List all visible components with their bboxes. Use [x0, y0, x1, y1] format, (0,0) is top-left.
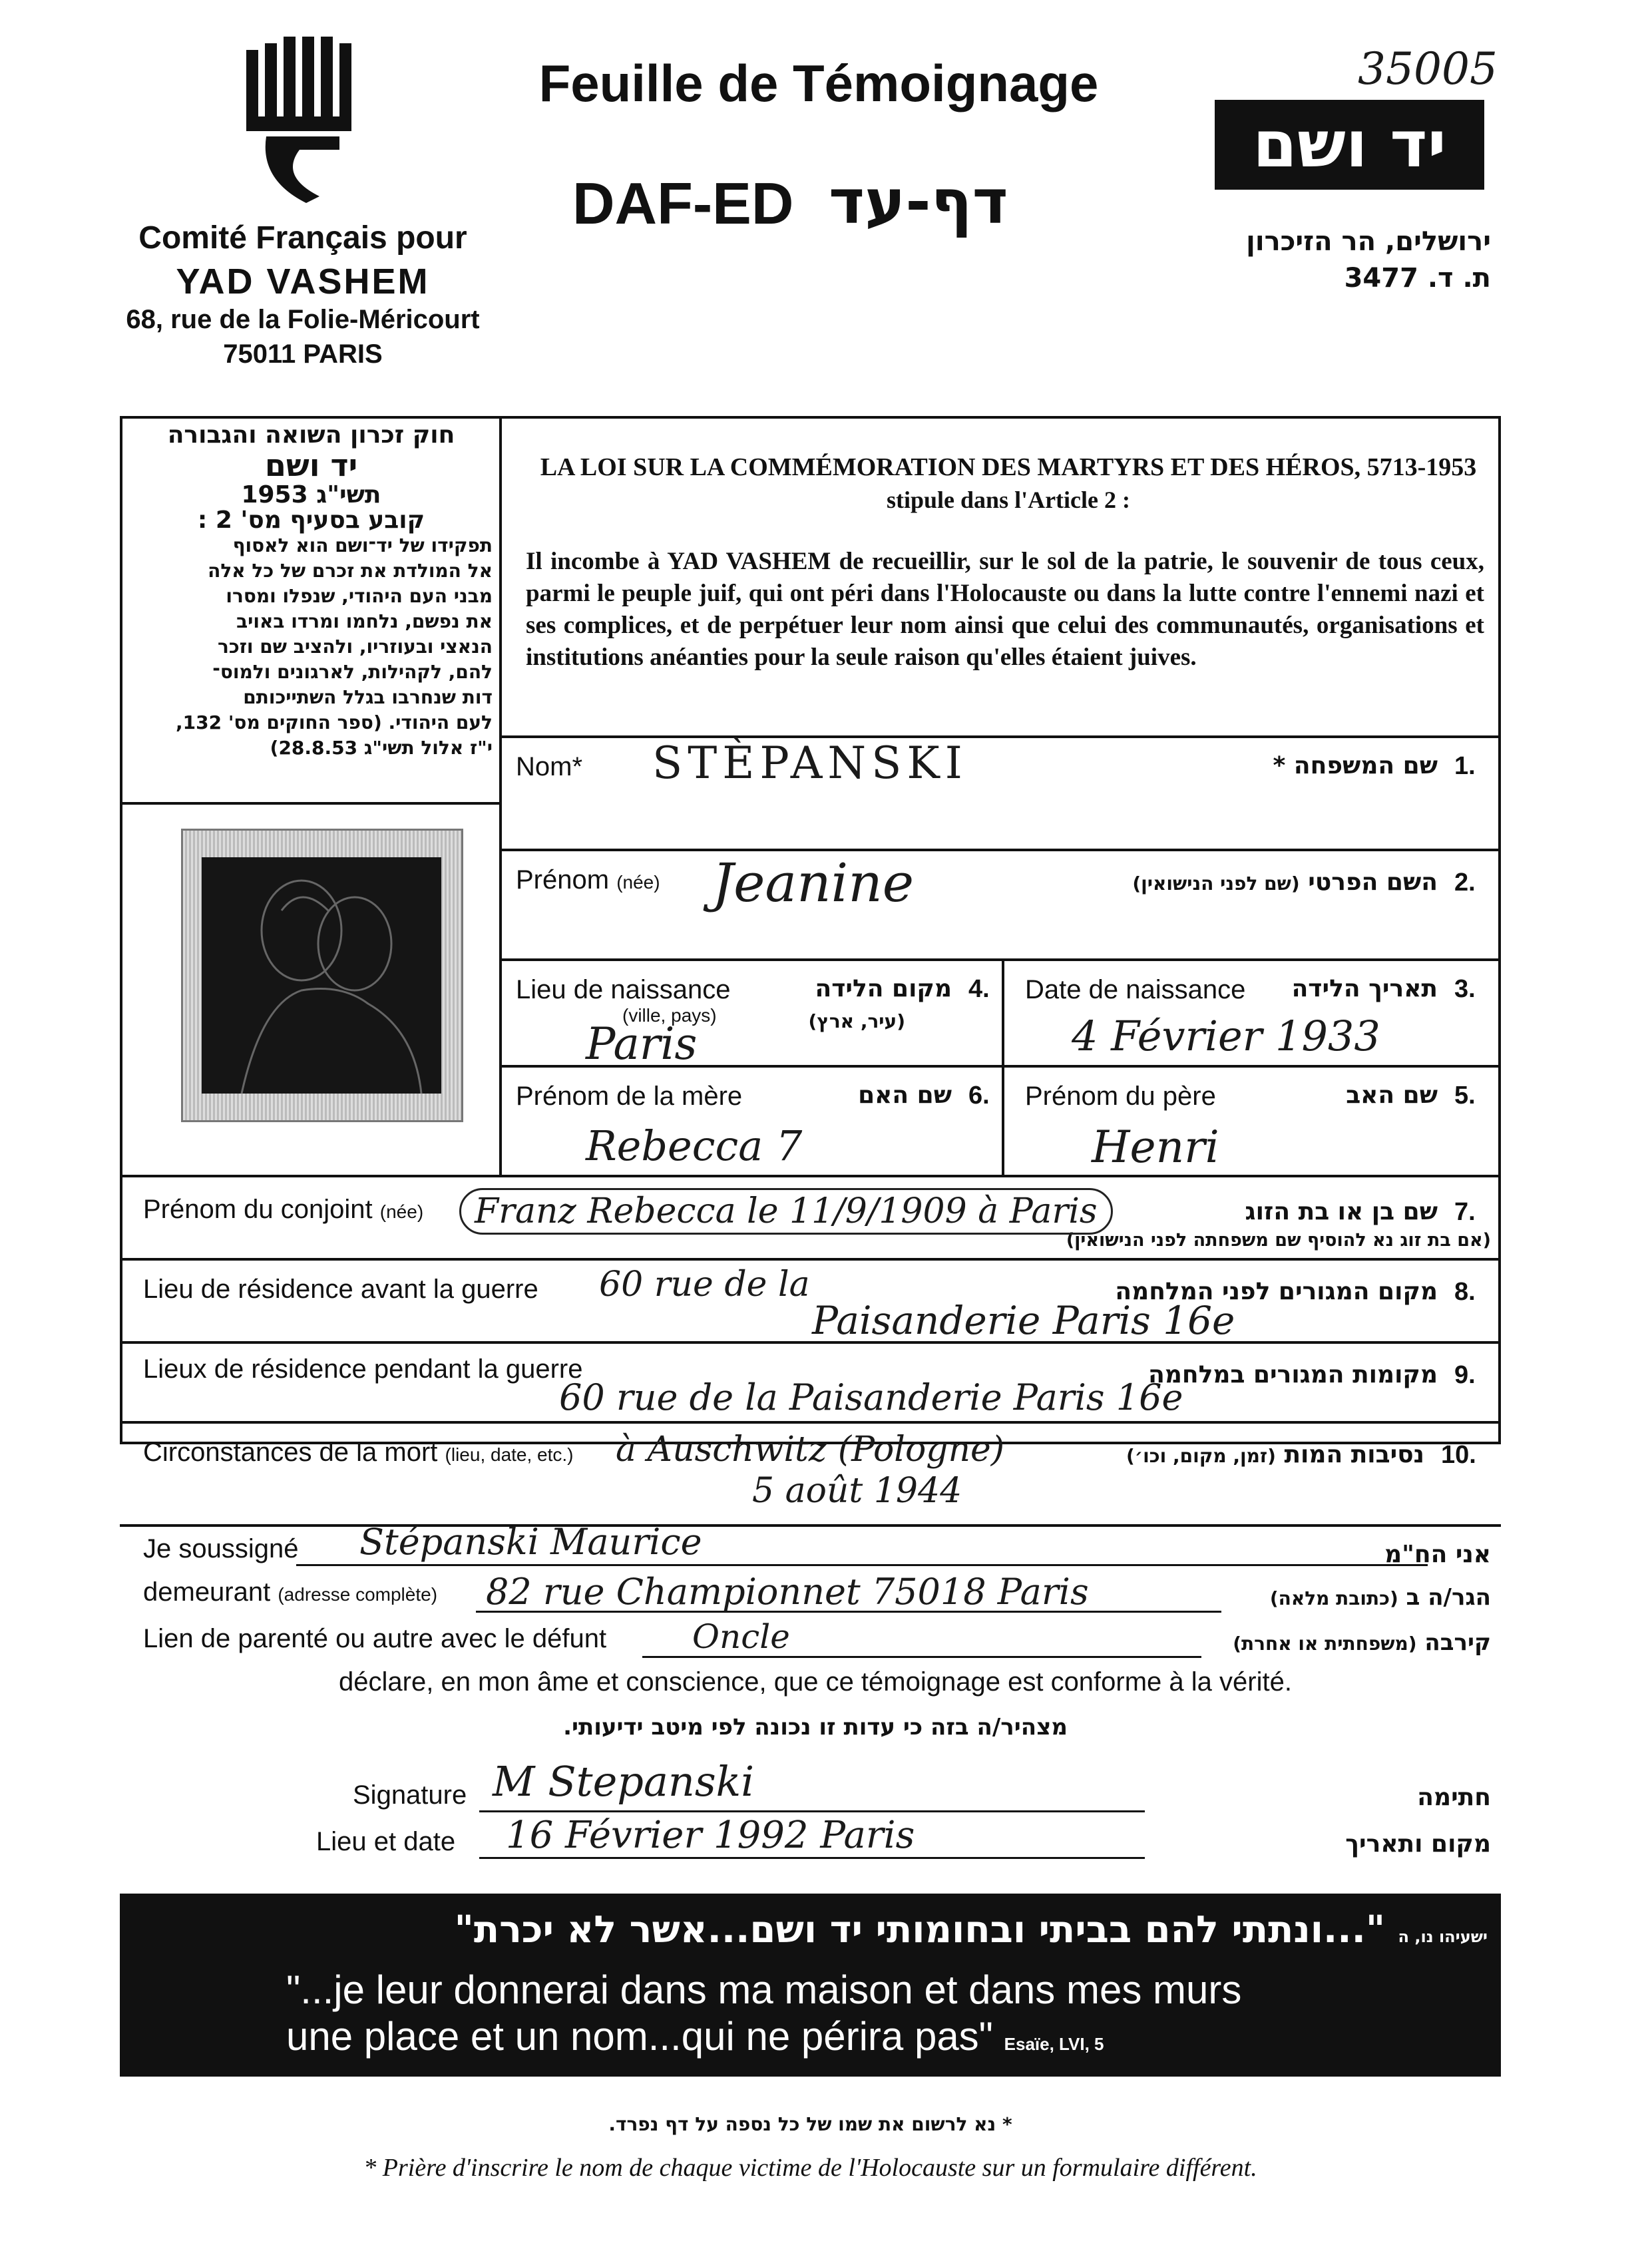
- field5-hebrew: שם האב: [1346, 1082, 1438, 1109]
- demeurant-value[interactable]: 82 rue Championnet 75018 Paris: [486, 1571, 1089, 1613]
- field2-label-note: (née): [616, 872, 660, 893]
- reference-number: 35005: [1358, 43, 1498, 95]
- law-hebrew-line: להם, לקהילות, לארגונים ולמוס־: [212, 661, 493, 683]
- footer-hebrew: * נא לרשום את שמו של כל נספה על דף נפרד.: [608, 2113, 1012, 2135]
- quote-banner: [120, 1894, 1501, 2077]
- form-line: [499, 849, 1501, 851]
- field3-value[interactable]: 4 Février 1933: [1072, 1012, 1380, 1060]
- committee-address2: 75011 PARIS: [223, 339, 383, 369]
- yad-vashem-logo: יד ושם: [1215, 100, 1484, 190]
- field2-hebrew-note: (שם לפני הנישואין): [1132, 873, 1300, 895]
- soussigne-value[interactable]: Stépanski Maurice: [359, 1521, 702, 1563]
- signature-label: Signature: [353, 1780, 467, 1810]
- field4-hebrew-note: (עיר, ארץ): [808, 1010, 905, 1032]
- victim-photo: [181, 829, 463, 1122]
- field7-label-text: Prénom du conjoint: [143, 1195, 373, 1224]
- footer-french: * Prière d'inscrire le nom de chaque victime de l'Holocauste sur un formulaire différent.: [363, 2154, 1257, 2182]
- form-line: [120, 1524, 1501, 1527]
- field8-value-line2[interactable]: Paisanderie Paris 16e: [812, 1298, 1235, 1343]
- field4-label-note: (ville, pays): [622, 1005, 717, 1026]
- subtitle-hebrew: דף-עד: [829, 166, 1008, 238]
- field9-hebrew: מקומות המגורים במלחמה: [1148, 1361, 1438, 1388]
- law-hebrew-line: מבני העם היהודי, שנפלו ומסרו: [226, 585, 493, 607]
- field6-hebrew: שם האם: [858, 1082, 952, 1109]
- field7-number: 7.: [1454, 1198, 1476, 1226]
- field4-hebrew: מקום הלידה: [815, 975, 952, 1002]
- law-hebrew-line: אל המולדת את זכרם של כל אלה: [208, 560, 493, 582]
- field4-value[interactable]: Paris: [586, 1018, 698, 1070]
- field3-label: Date de naissance: [1025, 975, 1246, 1004]
- field9-value[interactable]: 60 rue de la Paisanderie Paris 16e: [559, 1376, 1183, 1418]
- demeurant-label-note: (adresse complète): [278, 1584, 438, 1605]
- signature-value[interactable]: M Stepanski: [493, 1757, 755, 1806]
- field7-label: [143, 1195, 423, 1225]
- field7-label-note: (née): [379, 1201, 424, 1222]
- hebrew-address2: ת. ד. 3477: [1344, 263, 1491, 294]
- field4-label: Lieu de naissance: [516, 975, 731, 1004]
- field3-hebrew: תאריך הלידה: [1291, 975, 1438, 1002]
- banner-hebrew-ref: ישעיהו נו, ה: [1398, 1928, 1488, 1946]
- field10-label: [143, 1438, 574, 1468]
- field7-hebrew: שם בן או בת הזוג: [1245, 1198, 1438, 1225]
- law-hebrew-line: את נפשם, נלחמו ומרדו באויב: [236, 610, 493, 632]
- field2-number: 2.: [1454, 869, 1476, 897]
- lieu-date-label: Lieu et date: [316, 1827, 456, 1856]
- field10-label-text: Circonstances de la mort: [143, 1438, 438, 1467]
- committee-line2: YAD VASHEM: [176, 262, 430, 302]
- banner-french-line2: une place et un nom...qui ne périra pas": [286, 2014, 993, 2059]
- field5-label: Prénom du père: [1025, 1082, 1216, 1111]
- field10-value-line1[interactable]: à Auschwitz (Pologne): [616, 1430, 1005, 1470]
- signature-hebrew: חתימה: [1417, 1784, 1491, 1811]
- law-hebrew-line: לעם היהודי. (ספר החוקים מס' 132,: [176, 712, 493, 733]
- field6-value[interactable]: Rebecca 7: [586, 1121, 803, 1170]
- soussigne-hebrew: אני הח"מ: [1384, 1541, 1491, 1568]
- field2-label: [516, 865, 660, 895]
- field9-label: Lieux de résidence pendant la guerre: [143, 1354, 583, 1384]
- law-subtitle: stipule dans l'Article 2 :: [887, 487, 1130, 513]
- field7-hebrew-note: (אם בת זוג נא להוסיף שם משפחתה לפני הנישואין): [1066, 1230, 1491, 1251]
- field8-hebrew: מקום המגורים לפני המלחמה: [1115, 1278, 1438, 1305]
- lieu-date-hebrew: מקום ותאריך: [1345, 1830, 1491, 1858]
- committee-address1: 68, rue de la Folie-Méricourt: [126, 305, 480, 334]
- law-hebrew-line: י"ז אלול תשי"ג 28.8.53): [270, 737, 493, 759]
- committee-line1: Comité Français pour: [138, 220, 467, 256]
- field10-hebrew-text: נסיבות המות: [1284, 1441, 1424, 1468]
- law-hebrew-block: [130, 423, 493, 761]
- field10-label-note: (lieu, date, etc.): [445, 1444, 574, 1465]
- field2-hebrew-text: השם הפרטי: [1308, 869, 1438, 896]
- demeurant-hebrew: [1231, 1584, 1491, 1611]
- law-title: LA LOI SUR LA COMMÉMORATION DES MARTYRS ET DES HÉROS, 5713-1953: [540, 453, 1477, 481]
- page-title: Feuille de Témoignage: [538, 54, 1099, 112]
- banner-french-line1: "...je leur donnerai dans ma maison et dans mes murs: [286, 1967, 1242, 2012]
- field4-number: 4.: [968, 975, 990, 1003]
- law-body: Il incombe à YAD VASHEM de recueillir, sur le sol de la patrie, le souvenir de tous ceux, parmi le peuple juif, qui ont péri dans l'Holocauste ou dans la lutte contre l'ennemi nazi et ses complices, et de perpétuer leur nom ainsi que celui des communautés, organisations et institutions anéanties pour la seule raison qu'elles étaient juives.: [526, 548, 1484, 671]
- form-column-divider: [1002, 958, 1004, 1175]
- lieu-date-line: [479, 1857, 1145, 1859]
- soussigne-label: Je soussigné: [143, 1534, 299, 1563]
- banner-hebrew-text: "...ונתתי להם בביתי ובחומותי יד ושם...אשר לא יכרת": [454, 1908, 1386, 1951]
- law-hebrew-line: יד ושם: [264, 447, 358, 483]
- field1-label: Nom*: [516, 752, 583, 781]
- field9-number: 9.: [1454, 1361, 1476, 1389]
- form-line: [499, 958, 1501, 961]
- lieu-date-value[interactable]: 16 Février 1992 Paris: [506, 1814, 915, 1857]
- field8-number: 8.: [1454, 1278, 1476, 1306]
- field5-value[interactable]: Henri: [1092, 1121, 1219, 1173]
- field5-number: 5.: [1454, 1082, 1476, 1110]
- law-hebrew-line: תפקידו של יד־ושם הוא לאסוף: [232, 534, 493, 556]
- form-line: [120, 1421, 1501, 1424]
- field8-value-line1[interactable]: 60 rue de la: [599, 1265, 810, 1305]
- field2-label-text: Prénom: [516, 865, 610, 895]
- demeurant-label: [143, 1577, 437, 1607]
- field10-hebrew-note: (זמן, מקום, וכו׳): [1126, 1445, 1276, 1467]
- hebrew-address1: ירושלים, הר הזיכרון: [1246, 226, 1491, 257]
- demeurant-hebrew-note: (כתובת מלאה): [1269, 1587, 1398, 1609]
- field1-number: 1.: [1454, 752, 1476, 780]
- form-line: [499, 735, 1501, 738]
- law-hebrew-bottom: [120, 802, 501, 805]
- banner-french-ref: Esaïe, LVI, 5: [1004, 2034, 1104, 2054]
- field7-value[interactable]: Franz Rebecca le 11/9/1909 à Paris: [459, 1188, 1113, 1235]
- lien-hebrew-note: (משפחתית או אחרת): [1233, 1633, 1417, 1655]
- field10-value-line2[interactable]: 5 août 1944: [752, 1471, 962, 1511]
- yad-vashem-emblem-icon: [240, 37, 366, 203]
- law-hebrew-line: תשי"ג 1953: [241, 481, 381, 509]
- lien-hebrew-text: קירבה: [1424, 1629, 1491, 1656]
- signature-line: [479, 1810, 1145, 1812]
- law-hebrew-line: קובע בסעיף מס' 2 :: [197, 507, 425, 534]
- lien-line: [642, 1656, 1201, 1658]
- form-line: [120, 1175, 1501, 1177]
- form-line: [120, 1341, 1501, 1344]
- declaration-hebrew: מצהיר/ה בזה כי עדות זו נכונה לפי מיטב ידיעותי.: [563, 1714, 1068, 1740]
- declaration-text: déclare, en mon âme et conscience, que ce témoignage est conforme à la vérité.: [339, 1667, 1292, 1697]
- form-line: [120, 1258, 1501, 1261]
- field10-hebrew: [1078, 1441, 1424, 1468]
- law-hebrew-line: חוק זכרון השואה והגבורה: [167, 421, 455, 449]
- soussigne-line: [296, 1564, 1428, 1566]
- field1-hebrew: שם המשפחה *: [1273, 752, 1438, 779]
- lien-hebrew: [1211, 1629, 1491, 1656]
- law-hebrew-line: הנאצי ובעוזריו, ולהציב שם וזכר: [218, 636, 493, 658]
- law-hebrew-line: דות שנחרבו בגלל השתייכותם: [243, 686, 493, 708]
- field6-number: 6.: [968, 1082, 990, 1110]
- banner-hebrew: [156, 1908, 1488, 1951]
- lien-label: Lien de parenté ou autre avec le défunt: [143, 1624, 607, 1653]
- field10-number: 10.: [1441, 1441, 1476, 1469]
- field8-label: Lieu de résidence avant la guerre: [143, 1275, 538, 1304]
- field2-hebrew: [1038, 869, 1438, 896]
- lien-value[interactable]: Oncle: [692, 1617, 790, 1656]
- field2-value[interactable]: Jeanine: [712, 852, 915, 914]
- field1-value[interactable]: STÈPANSKI: [652, 737, 968, 789]
- banner-french-line2-wrap: [286, 2013, 1104, 2059]
- field6-label: Prénom de la mère: [516, 1082, 743, 1111]
- left-column-divider: [499, 416, 502, 1175]
- field3-number: 3.: [1454, 975, 1476, 1003]
- subtitle-latin: DAF-ED: [572, 170, 794, 236]
- demeurant-hebrew-text: הגר/ה ב: [1406, 1584, 1491, 1611]
- demeurant-label-text: demeurant: [143, 1577, 271, 1607]
